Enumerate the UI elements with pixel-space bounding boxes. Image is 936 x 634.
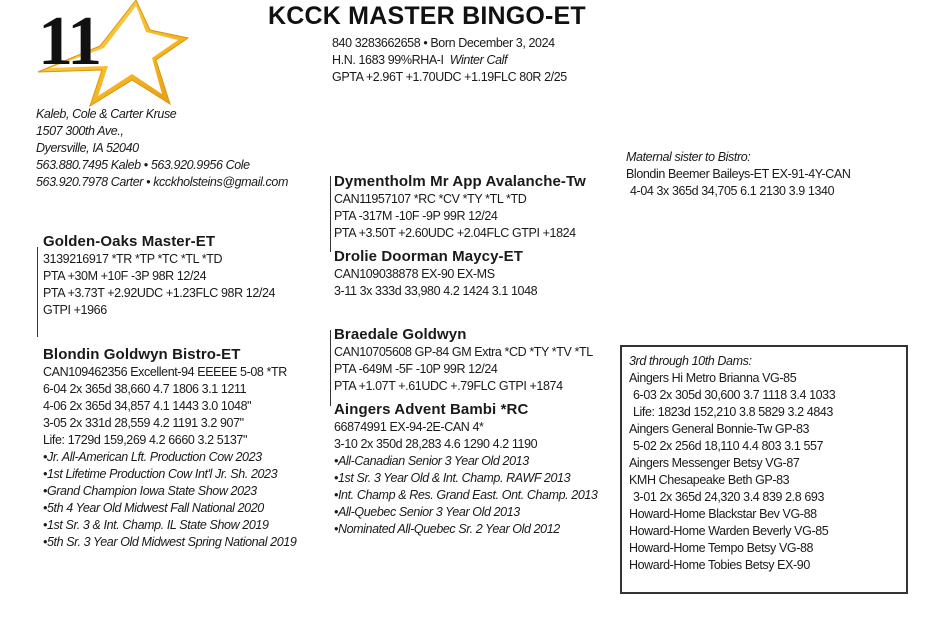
maternal-sister-line [626, 183, 851, 200]
dams-box-line: Howard-Home Tobies Betsy EX-90 [629, 558, 810, 572]
dam-honor: •1st Sr. 3 & Int. Champ. IL State Show 2019 [43, 518, 269, 532]
pedigree-connector [330, 330, 331, 406]
page-title: KCCK MASTER BINGO-ET [268, 2, 586, 30]
dams-box-line: KMH Chesapeake Beth GP-83 [629, 473, 790, 487]
sires-sire-line: PTA -317M -10F -9P 99R 12/24 [334, 209, 498, 223]
dams-sire-line: PTA +1.07T +.61UDC +.79FLC GTPI +1874 [334, 379, 563, 393]
dams-dam-honor: •All-Quebec Senior 3 Year Old 2013 [334, 505, 520, 519]
dam-honor: •Grand Champion Iowa State Show 2023 [43, 484, 257, 498]
sires-dam-line: CAN109038878 EX-90 EX-MS [334, 267, 495, 281]
dam-line: 6-04 2x 365d 38,660 4.7 1806 3.1 1211 [43, 382, 247, 396]
dams-box-line: 3-01 2x 365d 24,320 3.4 839 2.8 693 [633, 490, 825, 504]
dams-box-line: Life: 1823d 152,210 3.8 5829 3.2 4843 [633, 405, 833, 419]
dam-line: 4-06 2x 365d 34,857 4.1 1443 3.0 1048" [43, 399, 252, 413]
owner-line: 563.920.7978 Carter • kcckholsteins@gmail.com [36, 175, 288, 189]
dam-honor: •Jr. All-American Lft. Production Cow 2023 [43, 450, 262, 464]
header-line-hn: H.N. 1683 99%RHA-I [332, 53, 444, 67]
maternal-sister-line: Blondin Beemer Baileys-ET EX-91-4Y-CAN [626, 167, 851, 181]
dams-box-line: 6-03 2x 305d 30,600 3.7 1118 3.4 1033 [633, 388, 836, 402]
dams-sire-line: PTA -649M -5F -10P 99R 12/24 [334, 362, 498, 376]
lot-number: 11 [38, 3, 101, 80]
header-line: GPTA +2.96T +1.70UDC +1.19FLC 80R 2/25 [332, 70, 567, 84]
sire-line: PTA +3.73T +2.92UDC +1.23FLC 98R 12/24 [43, 286, 276, 300]
dams-dam-name: Aingers Advent Bambi *RC [334, 401, 529, 418]
sire-line: 3139216917 *TR *TP *TC *TL *TD [43, 252, 223, 266]
dams-dam-honor: •Int. Champ & Res. Grand East. Ont. Champ. 2013 [334, 488, 598, 502]
dams-box-line: Aingers Hi Metro Brianna VG-85 [629, 371, 797, 385]
pedigree-connector [37, 247, 38, 337]
pedigree-connector [330, 176, 331, 252]
header-line: 840 3283662658 • Born December 3, 2024 [332, 36, 555, 50]
sires-sire-name: Dymentholm Mr App Avalanche-Tw [334, 173, 586, 190]
sires-dam-block [334, 247, 537, 300]
owner-line: 563.880.7495 Kaleb • 563.920.9956 Cole [36, 158, 250, 172]
header-line-class: Winter Calf [449, 53, 508, 67]
owner-line: 1507 300th Ave., [36, 124, 124, 138]
sire-block [43, 232, 275, 319]
dams-box-line: Howard-Home Blackstar Bev VG-88 [629, 507, 817, 521]
sire-line: GTPI +1966 [43, 303, 107, 317]
dams-box-line: Aingers General Bonnie-Tw GP-83 [629, 422, 810, 436]
dams-box-line: 5-02 2x 256d 18,110 4.4 803 3.1 557 [633, 439, 824, 453]
header-info [332, 35, 567, 86]
dam-honor: •1st Lifetime Production Cow Int'l Jr. Sh. 2023 [43, 467, 278, 481]
maternal-sister-heading: Maternal sister to Bistro: [626, 150, 751, 164]
dams-box-heading: 3rd through 10th Dams: [629, 354, 752, 368]
dams-sire-line: CAN10705608 GP-84 GM Extra *CD *TY *TV *TL [334, 345, 593, 359]
dam-line: CAN109462356 Excellent-94 EEEEE 5-08 *TR [43, 365, 287, 379]
owner-line: Dyersville, IA 52040 [36, 141, 139, 155]
dams-dam-honor: •1st Sr. 3 Year Old & Int. Champ. RAWF 2013 [334, 471, 571, 485]
dams-dam-line: 3-10 2x 350d 28,283 4.6 1290 4.2 1190 [334, 437, 538, 451]
dams-dam-honor: •Nominated All-Quebec Sr. 2 Year Old 2012 [334, 522, 560, 536]
sire-name: Golden-Oaks Master-ET [43, 233, 216, 250]
dams-box-line: Howard-Home Warden Beverly VG-85 [629, 524, 829, 538]
sires-dam-name: Drolie Doorman Maycy-ET [334, 248, 524, 265]
sire-line: PTA +30M +10F -3P 98R 12/24 [43, 269, 207, 283]
dam-line: 3-05 2x 331d 28,559 4.2 1191 3.2 907" [43, 416, 244, 430]
dams-dam-line: 66874991 EX-94-2E-CAN 4* [334, 420, 484, 434]
dams-sire-block [334, 325, 593, 395]
dam-honor: •5th Sr. 3 Year Old Midwest Spring National 2019 [43, 535, 297, 549]
dam-honor: •5th 4 Year Old Midwest Fall National 2020 [43, 501, 264, 515]
sires-sire-line: CAN11957107 *RC *CV *TY *TL *TD [334, 192, 527, 206]
dams-dam-block [334, 400, 598, 538]
sires-sire-block [334, 172, 586, 242]
dams-dam-honor: •All-Canadian Senior 3 Year Old 2013 [334, 454, 529, 468]
sires-dam-line: 3-11 3x 333d 33,980 4.2 1424 3.1 1048 [334, 284, 538, 298]
dam-block [43, 345, 296, 551]
dams-box-line: Aingers Messenger Betsy VG-87 [629, 456, 800, 470]
maternal-sister-block [626, 149, 851, 200]
dam-name: Blondin Goldwyn Bistro-ET [43, 346, 241, 363]
owner-line: Kaleb, Cole & Carter Kruse [36, 107, 177, 121]
sires-sire-line: PTA +3.50T +2.60UDC +2.04FLC GTPI +1824 [334, 226, 576, 240]
owner-info [36, 106, 288, 191]
dams-sire-name: Braedale Goldwyn [334, 326, 467, 343]
dams-box-line: Howard-Home Tempo Betsy VG-88 [629, 541, 814, 555]
header-line [332, 52, 567, 69]
dam-line: Life: 1729d 159,269 4.2 6660 3.2 5137" [43, 433, 248, 447]
dams-box [620, 345, 908, 594]
maternal-sister-record: 4-04 3x 365d 34,705 6.1 2130 3.9 1340 [630, 184, 835, 198]
